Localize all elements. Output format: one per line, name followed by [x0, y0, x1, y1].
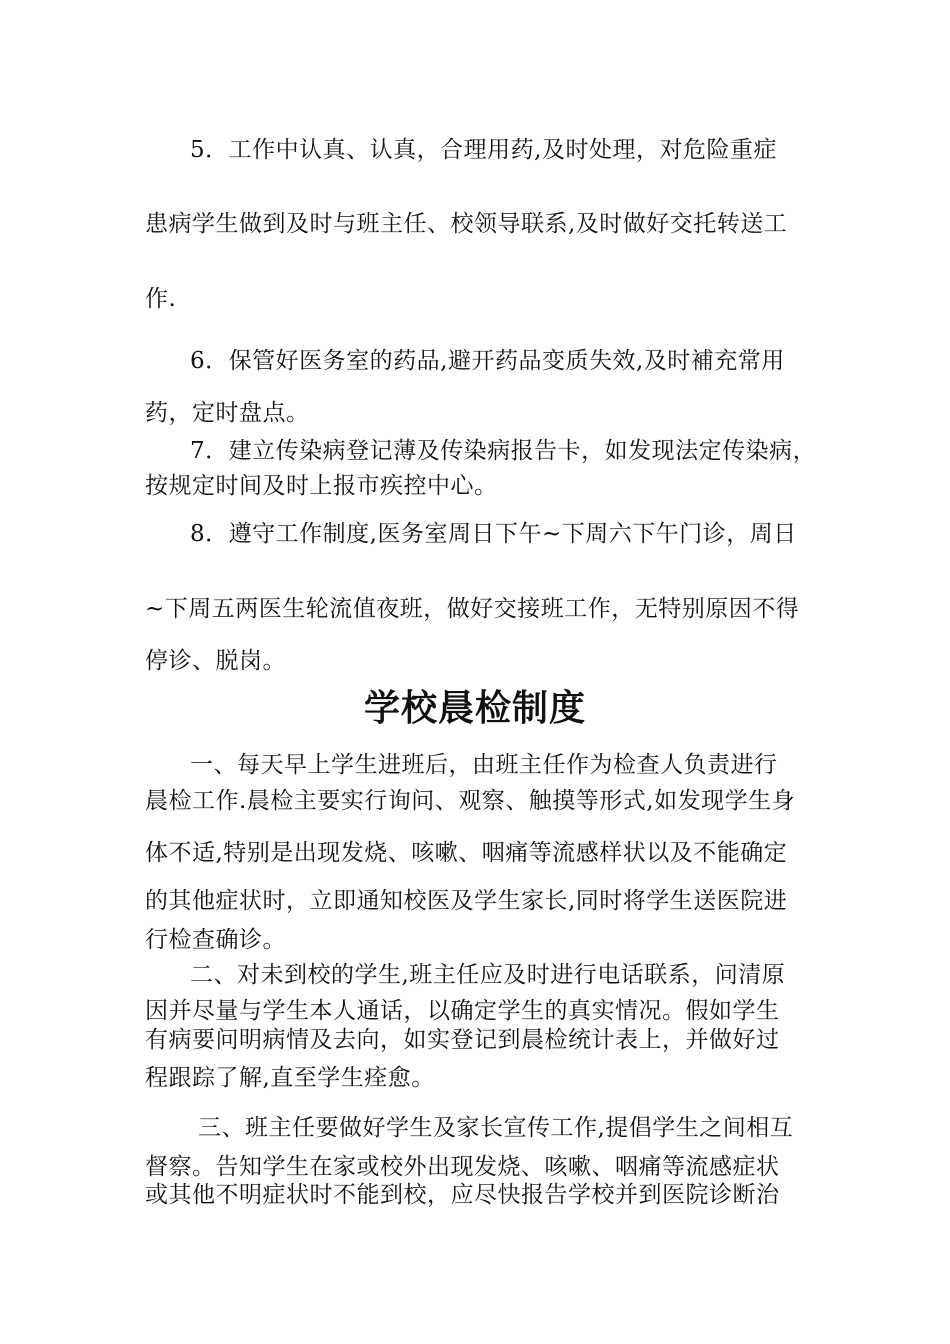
item-2-line-2: 因并尽量与学生本人通话，以确定学生的真实情况。假如学生: [145, 998, 780, 1024]
rule-5-line-3: 作.: [145, 286, 177, 312]
item-2-line-3: 有病要问明病情及去向，如实登记到晨检统计表上，并做好过: [145, 1027, 780, 1053]
item-2-line-1: 二、对未到校的学生,班主任应及时进行电话联系，问清原: [190, 962, 786, 988]
rule-6-line-1: 6．保管好医务室的药品,避开药品变质失效,及时補充常用: [190, 348, 785, 374]
item-1-line-2: 晨检工作.晨检主要实行询问、观察、触摸等形式,如发现学生身: [145, 788, 796, 814]
rule-7-line-1: 7．建立传染病登记薄及传染病报告卡，如发现法定传染病，: [190, 438, 817, 464]
rule-6-line-2: 药，定时盘点。: [145, 400, 310, 426]
item-1-line-1: 一、每天早上学生进班后，由班主任作为检查人负责进行: [190, 752, 778, 778]
item-3-line-2: 督察。告知学生在家或校外出现发烧、咳嗽、咽痛等流感症状: [145, 1154, 780, 1180]
item-1-line-3: 体不适,特别是出现发烧、咳嗽、咽痛等流感样状以及不能确定: [145, 840, 788, 866]
item-1-line-5: 行检查确诊。: [145, 927, 286, 953]
item-3-line-1: 三、班主任要做好学生及家长宣传工作,提倡学生之间相互: [198, 1115, 794, 1141]
section-title: 学校晨检制度: [363, 688, 586, 729]
item-2-line-4: 程跟踪了解,直至学生痊愈。: [145, 1065, 435, 1091]
rule-5-line-1: 5．工作中认真、认真，合理用药,及时处理，对危险重症: [190, 137, 777, 163]
item-1-line-4: 的其他症状时，立即通知校医及学生家长,同时将学生送医院进: [145, 888, 788, 914]
rule-7-line-2: 按规定时间及时上报市疾控中心。: [145, 473, 498, 499]
item-3-line-3: 或其他不明症状时不能到校，应尽快报告学校并到医院诊断治: [145, 1182, 780, 1208]
rule-8-line-2: ~下周五两医生轮流值夜班，做好交接班工作，无特别原因不得: [145, 596, 800, 622]
rule-5-line-2: 患病学生做到及时与班主任、校领导联系,及时做好交托转送工: [145, 211, 788, 237]
rule-8-line-1: 8．遵守工作制度,医务室周日下午~下周六下午门诊，周日: [190, 521, 797, 547]
rule-8-line-3: 停诊、脱岗。: [145, 648, 286, 674]
